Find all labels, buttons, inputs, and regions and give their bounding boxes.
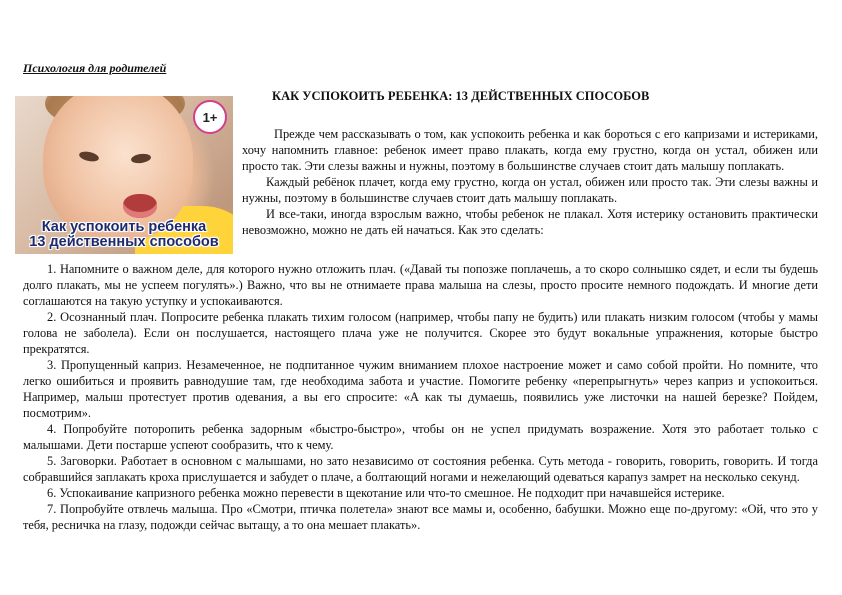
age-badge: 1+	[193, 100, 227, 134]
tips-list	[23, 261, 818, 533]
image-caption	[15, 220, 233, 250]
tip-item: 2. Осознанный плач. Попросите ребенка плакать тихим голосом (например, чтобы папу не будить) или плакать низким голосом (чтобы у мамы голова не заболела). Если он послушается, настоящего плача уже не получится. Скорее это будут вокальные упражнения, которые быстро прекратятся.	[23, 310, 818, 356]
intro-paragraph: Прежде чем рассказывать о том, как успокоить ребенка и как бороться с его капризами и истериками, хочу напомнить главное: ребенок имеет право плакать, когда ему грустно, когда он устал, обижен или просто так. Эти слезы важны и нужны, поэтому в большинстве случаев стоит дать малышу поплакать.	[242, 127, 818, 173]
tip-item: 1. Напомните о важном деле, для которого нужно отложить плач. («Давай ты попозже поплачешь, а то скоро солнышко сядет, и если ты будешь долго плакать, мы не успеем погулять».) Важно, что вы не отнимаете права малыша на слезы, просто просите немного подождать. И многие дети соглашаются на такую уступку и успокаиваются.	[23, 262, 818, 308]
intro-paragraph: Каждый ребёнок плачет, когда ему грустно, когда он устал, обижен или просто так. Эти слезы важны и нужны, поэтому в большинстве случаев стоит дать малышу поплакать.	[242, 175, 818, 205]
section-label: Психология для родителей	[23, 61, 167, 75]
image-caption-line-1: Как успокоить ребенка	[41, 219, 207, 235]
intro-text	[242, 126, 818, 238]
tip-item: 4. Попробуйте поторопить ребенка задорным «быстро-быстро», чтобы он не успел придумать возражение. Хотя это работает только с малышами. Дети постарше успеют сообразить, что к чему.	[23, 422, 818, 452]
baby-mouth	[123, 194, 157, 218]
tip-item: 5. Заговорки. Работает в основном с малышами, но зато независимо от состояния ребенка. Суть метода - говорить, говорить, говорить. И тогда собравшийся заплакать кроха прислушается и забудет о плаче, а болтающий ногами и нежелающий одеваться карапуз замрет на несколько секунд.	[23, 454, 818, 484]
article-title: КАК УСПОКОИТЬ РЕБЕНКА: 13 ДЕЙСТВЕННЫХ СПОСОБОВ	[272, 89, 650, 103]
tip-item: 6. Успокаивание капризного ребенка можно перевести в щекотание или что-то смешное. Не подходит при начавшейся истерике.	[47, 486, 725, 500]
image-caption-line-2: 13 действенных способов	[29, 234, 219, 250]
tip-item: 3. Пропущенный каприз. Незамеченное, не подпитанное чужим вниманием плохое настроение может и само собой пройти. Но помните, что легко ошибиться и проявить равнодушие там, где необходима забота и участие. Помогите ребенку «перепрыгнуть» через каприз и успокоиться. Например, малыш протестует против одевания, а вы его спросите: «А как ты думаешь, появились уже листочки на нашей березке? Пойдем, посмотрим».	[23, 358, 818, 420]
tip-item: 7. Попробуйте отвлечь малыша. Про «Смотри, птичка полетела» знают все мамы и, особенно, бабушки. Можно еще по-другому: «Ой, что это у тебя, ресничка на глазу, подожди сейчас вытащу, а то она мешает плакать».	[23, 502, 818, 532]
crying-baby-image	[15, 96, 233, 254]
intro-paragraph: И все-таки, иногда взрослым важно, чтобы ребенок не плакал. Хотя истерику остановить практически невозможно, можно не дать ей начаться. Как это сделать:	[242, 207, 818, 237]
